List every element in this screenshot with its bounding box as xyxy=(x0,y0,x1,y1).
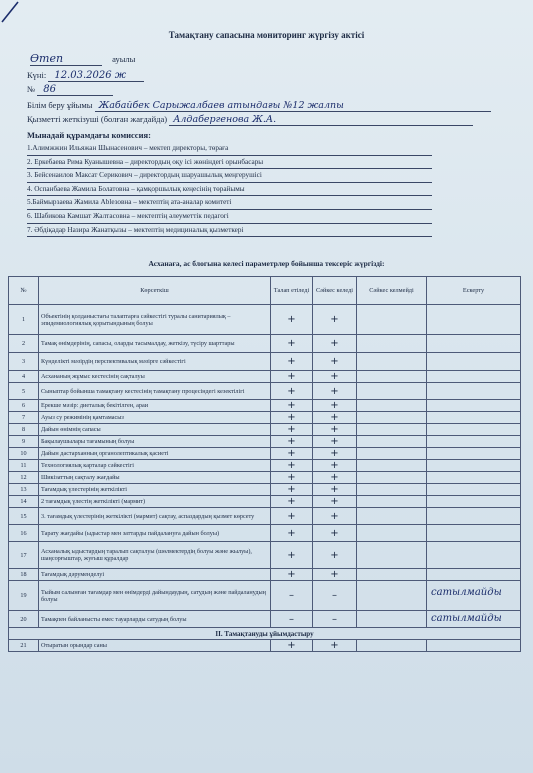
row-indicator: Ауыз су режимінің қамтамасыз xyxy=(39,412,271,424)
row-number: 15 xyxy=(9,508,39,525)
row-note-cell xyxy=(427,581,521,611)
row-indicator: Асханалық ыдыстардың таралып сақталуы (шөлмектердің болуы және жылуы), шаңсорғыштар, жуғыш құралдар xyxy=(39,542,271,569)
handwritten-note: сатылмайды xyxy=(431,613,502,624)
row-required-mark: + xyxy=(271,371,313,383)
row-number: 21 xyxy=(9,640,39,652)
row-indicator: 2 тағамдық үлестің жеткілікті (мармит) xyxy=(39,496,271,508)
header-indicator: Көрсеткіш xyxy=(39,277,271,305)
row-number: 9 xyxy=(9,436,39,448)
row-compliant-mark: + xyxy=(313,484,357,496)
row-indicator: Технологиялық карталар сәйкестігі xyxy=(39,460,271,472)
handwritten-note: сатылмайды xyxy=(431,587,502,598)
row-number: 1 xyxy=(9,305,39,335)
row-compliant-mark: + xyxy=(313,400,357,412)
org-value: Жабайбек Сарыжалбаев атындағы №12 жалпы xyxy=(95,100,491,112)
row-compliant-mark: + xyxy=(313,525,357,542)
row-required-mark: + xyxy=(271,542,313,569)
row-required-mark: + xyxy=(271,424,313,436)
row-note-cell xyxy=(427,542,521,569)
row-required-mark: + xyxy=(271,412,313,424)
table-row xyxy=(9,508,521,525)
row-required-mark: – xyxy=(271,581,313,611)
row-compliant-mark: – xyxy=(313,611,357,628)
row-noncompliant-cell xyxy=(357,353,427,371)
row-required-mark: + xyxy=(271,640,313,652)
row-noncompliant-cell xyxy=(357,436,427,448)
date-value: 12.03.2026 ж xyxy=(48,70,144,82)
table-row xyxy=(9,525,521,542)
row-compliant-mark: + xyxy=(313,305,357,335)
table-row xyxy=(9,383,521,400)
number-line xyxy=(27,84,113,96)
header-noncompliant: Сәйкес келмейді xyxy=(357,277,427,305)
table-row xyxy=(9,542,521,569)
row-number: 16 xyxy=(9,525,39,542)
row-number: 3 xyxy=(9,353,39,371)
row-indicator: Объектінің қолданыстағы талаптарға сәйкестігі туралы санитариялық – эпидемиологиялық қорытындының болуы xyxy=(39,305,271,335)
table-row xyxy=(9,305,521,335)
row-note-cell xyxy=(427,472,521,484)
org-line xyxy=(27,100,491,112)
village-label: ауылы xyxy=(112,54,136,64)
row-required-mark: + xyxy=(271,508,313,525)
row-noncompliant-cell xyxy=(357,484,427,496)
table-row xyxy=(9,611,521,628)
row-indicator: 3. тағамдық үлестерінің жеткілікті (мармит) сақтау, аспаздардың қызмет көрсету xyxy=(39,508,271,525)
row-number: 6 xyxy=(9,400,39,412)
row-noncompliant-cell xyxy=(357,542,427,569)
row-required-mark: + xyxy=(271,525,313,542)
row-number: 17 xyxy=(9,542,39,569)
row-compliant-mark: + xyxy=(313,542,357,569)
row-required-mark: + xyxy=(271,335,313,353)
row-noncompliant-cell xyxy=(357,400,427,412)
row-compliant-mark: + xyxy=(313,640,357,652)
date-label: Күні: xyxy=(27,70,47,80)
row-number: 20 xyxy=(9,611,39,628)
row-noncompliant-cell xyxy=(357,569,427,581)
row-noncompliant-cell xyxy=(357,496,427,508)
staff-line xyxy=(27,114,473,126)
table-row xyxy=(9,496,521,508)
row-indicator: Күнделікті мәзірдің перспективалық мәзірге сәйкестігі xyxy=(39,353,271,371)
row-note-cell xyxy=(427,400,521,412)
table-row xyxy=(9,424,521,436)
table-row xyxy=(9,371,521,383)
row-note-cell xyxy=(427,611,521,628)
row-compliant-mark: + xyxy=(313,460,357,472)
row-noncompliant-cell xyxy=(357,335,427,353)
commission-member-list xyxy=(27,142,507,237)
row-required-mark: + xyxy=(271,400,313,412)
header-compliant: Сәйкес келеді xyxy=(313,277,357,305)
header-required: Талап етіледі xyxy=(271,277,313,305)
number-value: 86 xyxy=(37,84,113,96)
table-row xyxy=(9,460,521,472)
row-required-mark: + xyxy=(271,472,313,484)
row-number: 5 xyxy=(9,383,39,400)
row-number: 2 xyxy=(9,335,39,353)
org-label: Білім беру ұйымы xyxy=(27,100,93,110)
row-indicator: Тамақ өнімдерінің, сапасы, оларды тасымалдау, жеткізу, түсіру шарттары xyxy=(39,335,271,353)
row-noncompliant-cell xyxy=(357,305,427,335)
row-indicator: Ерекше мәзір: диеталық бекітілген, араи xyxy=(39,400,271,412)
row-note-cell xyxy=(427,424,521,436)
row-noncompliant-cell xyxy=(357,640,427,652)
row-number: 7 xyxy=(9,412,39,424)
row-required-mark: + xyxy=(271,484,313,496)
commission-member: 2. Еркебаева Рима Куанышевна – директордың оқу ісі жөніндегі орынбасары xyxy=(27,156,432,170)
row-noncompliant-cell xyxy=(357,508,427,525)
staff-value: Алдабергенова Ж.А. xyxy=(169,114,473,126)
staff-label: Қызметті жеткізуші (болған жағдайда) xyxy=(27,114,168,124)
row-note-cell xyxy=(427,448,521,460)
row-compliant-mark: + xyxy=(313,383,357,400)
row-indicator: Тарату жағдайы (ыдыстар мен заттарды пайдалануға дайын болуы) xyxy=(39,525,271,542)
table-row xyxy=(9,484,521,496)
row-compliant-mark: + xyxy=(313,412,357,424)
row-compliant-mark: + xyxy=(313,472,357,484)
commission-member: 4. Оспанбаева Жамила Болатовна – қамқоршылық кеңесінің төрайымы xyxy=(27,183,432,197)
row-note-cell xyxy=(427,508,521,525)
row-required-mark: + xyxy=(271,383,313,400)
section-title: Асханаға, ас блогына келесі параметрлер бойынша тексеріс жүргізді: xyxy=(148,259,385,268)
table-row xyxy=(9,412,521,424)
row-noncompliant-cell xyxy=(357,525,427,542)
commission-member: 1.Алимжжин Ильяжан Шынасенович – мектеп директоры, төраға xyxy=(27,142,432,156)
row-number: 14 xyxy=(9,496,39,508)
table-row xyxy=(9,353,521,371)
row-indicator: Тыйым салынған тағамдар мен өнімдерді дайындаудың, сатудың және пайдаланудың болуы xyxy=(39,581,271,611)
row-noncompliant-cell xyxy=(357,448,427,460)
row-note-cell xyxy=(427,569,521,581)
row-number: 19 xyxy=(9,581,39,611)
row-noncompliant-cell xyxy=(357,412,427,424)
row-note-cell xyxy=(427,436,521,448)
row-indicator: Асхананың жұмыс кестесінің сақталуы xyxy=(39,371,271,383)
row-note-cell xyxy=(427,335,521,353)
row-note-cell xyxy=(427,353,521,371)
row-note-cell xyxy=(427,383,521,400)
header-note: Ескерту xyxy=(427,277,521,305)
row-note-cell xyxy=(427,496,521,508)
row-compliant-mark: + xyxy=(313,448,357,460)
row-note-cell xyxy=(427,640,521,652)
village-line xyxy=(30,52,135,66)
row-indicator: Отыратын орындар саны xyxy=(39,640,271,652)
row-noncompliant-cell xyxy=(357,472,427,484)
row-number: 12 xyxy=(9,472,39,484)
table-header-row xyxy=(9,277,521,305)
row-indicator: Дайын өнімнің сапасы xyxy=(39,424,271,436)
subsection-title: II. Тамақтануды ұйымдастыру xyxy=(9,628,521,640)
row-required-mark: – xyxy=(271,611,313,628)
row-required-mark: + xyxy=(271,305,313,335)
number-label: № xyxy=(27,84,36,94)
row-compliant-mark: + xyxy=(313,335,357,353)
row-note-cell xyxy=(427,305,521,335)
table-row xyxy=(9,400,521,412)
row-required-mark: + xyxy=(271,460,313,472)
row-noncompliant-cell xyxy=(357,460,427,472)
row-noncompliant-cell xyxy=(357,581,427,611)
table-row xyxy=(9,436,521,448)
row-number: 10 xyxy=(9,448,39,460)
row-number: 18 xyxy=(9,569,39,581)
row-number: 11 xyxy=(9,460,39,472)
commission-member: 3. Бейсенаилов Максат Серикович – директордың шаруашылық меңгерушісі xyxy=(27,169,432,183)
commission-member: 6. Шабикова Камшат Жалтасовна – мектептің әлеуметтік педагогі xyxy=(27,210,432,224)
row-number: 8 xyxy=(9,424,39,436)
row-compliant-mark: + xyxy=(313,436,357,448)
table-row xyxy=(9,581,521,611)
corner-pen-mark xyxy=(0,0,24,24)
row-indicator: Тағамдық дәруменделуі xyxy=(39,569,271,581)
row-indicator: Тағамдық үлестерінің жеткілікті xyxy=(39,484,271,496)
row-note-cell xyxy=(427,371,521,383)
row-required-mark: + xyxy=(271,448,313,460)
row-required-mark: + xyxy=(271,569,313,581)
commission-member: 5.Баймырзаева Жамила Ablезовна – мектептің ата-аналар комитеті xyxy=(27,196,432,210)
commission-title: Мынадай құрамдағы комиссия: xyxy=(27,130,151,140)
row-indicator: Дайын дастарханның органолептикалық қасиеті xyxy=(39,448,271,460)
row-compliant-mark: – xyxy=(313,581,357,611)
inspection-table xyxy=(8,276,521,652)
table-row xyxy=(9,640,521,652)
row-number: 4 xyxy=(9,371,39,383)
row-compliant-mark: + xyxy=(313,371,357,383)
village-value: Өтеп xyxy=(30,52,102,66)
row-indicator: Бақылаушылары тағамының болуы xyxy=(39,436,271,448)
row-compliant-mark: + xyxy=(313,496,357,508)
row-number: 13 xyxy=(9,484,39,496)
row-compliant-mark: + xyxy=(313,353,357,371)
row-note-cell xyxy=(427,460,521,472)
table-row xyxy=(9,448,521,460)
row-required-mark: + xyxy=(271,353,313,371)
document-title: Тамақтану сапасына мониторинг жүргізу актісі xyxy=(168,30,365,40)
row-required-mark: + xyxy=(271,496,313,508)
header-number: № xyxy=(9,277,39,305)
row-indicator: Тамақпен байланысты емес тауарларды сатудың болуы xyxy=(39,611,271,628)
row-noncompliant-cell xyxy=(357,611,427,628)
row-note-cell xyxy=(427,484,521,496)
table-row xyxy=(9,335,521,353)
row-required-mark: + xyxy=(271,436,313,448)
row-compliant-mark: + xyxy=(313,508,357,525)
row-compliant-mark: + xyxy=(313,424,357,436)
table-row xyxy=(9,569,521,581)
date-line xyxy=(27,70,144,82)
row-note-cell xyxy=(427,525,521,542)
row-noncompliant-cell xyxy=(357,424,427,436)
subsection-row xyxy=(9,628,521,640)
commission-member: 7. Әбдіқадар Назира Жанатқызы – мектептің медициналық қызметкері xyxy=(27,224,432,238)
row-noncompliant-cell xyxy=(357,371,427,383)
row-note-cell xyxy=(427,412,521,424)
row-indicator: Сыныптар бойынша тамақтану кестесінің тамақтану процесіндегі кезектілігі xyxy=(39,383,271,400)
table-row xyxy=(9,472,521,484)
row-indicator: Шикізаттың сақталу жағдайы xyxy=(39,472,271,484)
row-compliant-mark: + xyxy=(313,569,357,581)
row-noncompliant-cell xyxy=(357,383,427,400)
